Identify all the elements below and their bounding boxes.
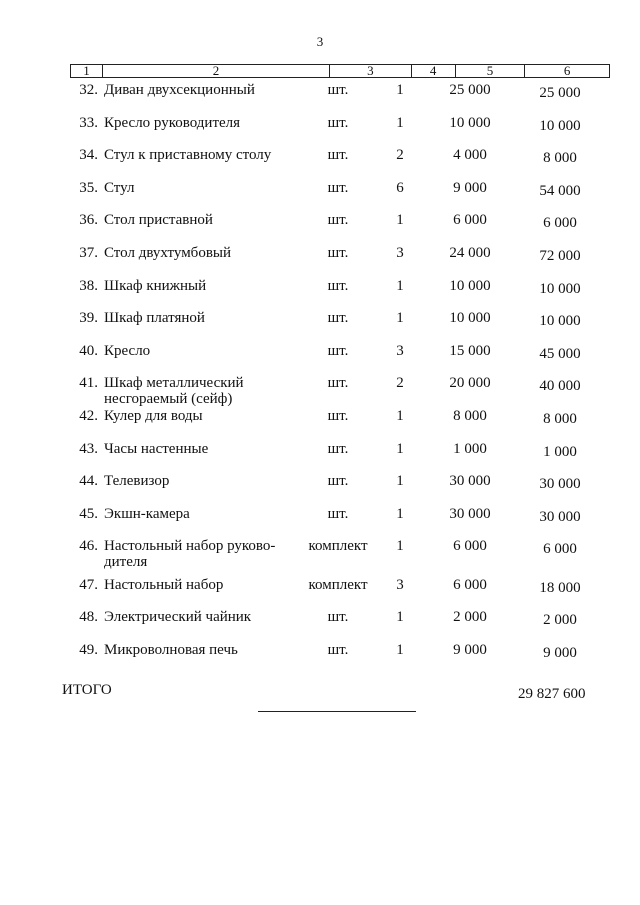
table-row [0, 241, 640, 274]
item-sum: 2 000 [543, 611, 577, 628]
item-unit: шт. [327, 342, 349, 359]
row-number: 42. [79, 407, 98, 424]
table-row [0, 208, 640, 241]
total-value: 29 827 600 [518, 686, 586, 702]
item-name: Стул [104, 179, 135, 196]
item-sum: 25 000 [539, 85, 581, 101]
row-number: 47. [79, 576, 98, 593]
item-name: Стол двухтумбовый [104, 244, 232, 261]
item-price: 9 000 [453, 641, 487, 658]
row-number: 45. [79, 505, 98, 522]
item-price: 6 000 [453, 538, 487, 555]
item-unit: шт. [327, 407, 349, 424]
item-sum: 30 000 [539, 508, 581, 525]
item-price: 6 000 [453, 576, 487, 593]
page-number: 3 [316, 34, 324, 49]
item-quantity: 1 [396, 82, 404, 98]
column-header-5: 5 [456, 65, 526, 77]
item-price: 30 000 [449, 505, 491, 522]
item-name: Экшн-камера [104, 505, 190, 522]
table-row [0, 111, 640, 144]
item-sum: 10 000 [539, 313, 581, 330]
item-quantity: 3 [396, 576, 404, 593]
item-price: 30 000 [449, 473, 491, 490]
item-name: Шкаф металлический несгораемый (сейф) [104, 375, 244, 408]
row-number: 44. [79, 473, 98, 490]
row-number: 35. [79, 179, 98, 196]
item-name: Настольный набор руково-дителя [104, 538, 276, 571]
item-unit: шт. [327, 179, 349, 196]
item-quantity: 1 [396, 212, 404, 229]
item-price: 9 000 [453, 179, 487, 196]
column-header-4: 4 [412, 65, 456, 77]
item-name: Микроволновая печь [104, 641, 238, 658]
row-number: 40. [79, 342, 98, 359]
table-row [0, 176, 640, 209]
item-price: 25 000 [449, 82, 491, 98]
row-number: 39. [79, 310, 98, 327]
item-unit: шт. [327, 505, 349, 522]
item-name: Часы настенные [104, 440, 209, 457]
item-name: Кресло руководителя [104, 114, 241, 131]
table-row [0, 502, 640, 535]
table-row [0, 404, 640, 437]
row-number: 36. [79, 212, 98, 229]
item-quantity: 1 [396, 608, 404, 625]
item-unit: шт. [327, 147, 349, 164]
table-row [0, 78, 640, 111]
item-sum: 8 000 [543, 150, 577, 167]
item-sum: 18 000 [539, 579, 581, 596]
item-price: 1 000 [453, 440, 487, 457]
item-unit: шт. [327, 277, 349, 294]
row-number: 32. [79, 82, 98, 98]
column-header-6: 6 [563, 63, 571, 78]
total-label: ИТОГО [62, 682, 112, 698]
item-name: Стул к приставному столу [104, 147, 272, 164]
row-number: 41. [79, 375, 98, 392]
item-price: 24 000 [449, 244, 491, 261]
row-number: 37. [79, 244, 98, 261]
item-unit: шт. [327, 375, 349, 392]
item-name: Электрический чайник [104, 608, 252, 625]
item-sum: 72 000 [539, 247, 581, 264]
column-header-1: 1 [71, 65, 103, 77]
item-sum: 1 000 [543, 443, 577, 460]
item-quantity: 1 [396, 114, 404, 131]
item-unit: шт. [327, 310, 349, 327]
item-unit: шт. [327, 608, 349, 625]
table-row [0, 143, 640, 176]
item-quantity: 1 [396, 505, 404, 522]
item-price: 15 000 [449, 342, 491, 359]
item-sum: 10 000 [539, 117, 581, 134]
row-number: 49. [79, 641, 98, 658]
item-name: Кресло [104, 342, 151, 359]
item-unit: шт. [327, 114, 349, 131]
item-quantity: 3 [396, 342, 404, 359]
item-price: 20 000 [449, 375, 491, 392]
item-name: Шкаф книжный [104, 277, 207, 294]
item-price: 4 000 [453, 147, 487, 164]
item-sum: 40 000 [539, 378, 581, 395]
item-unit: комплект [308, 538, 368, 555]
row-number: 34. [79, 147, 98, 164]
item-quantity: 3 [396, 244, 404, 261]
item-price: 10 000 [449, 277, 491, 294]
item-name: Диван двухсекционный [104, 82, 255, 98]
item-price: 10 000 [449, 310, 491, 327]
table-row [0, 274, 640, 307]
item-name: Настольный набор [104, 576, 224, 593]
item-unit: шт. [327, 212, 349, 229]
table-row [0, 605, 640, 638]
table-header-row [70, 64, 610, 78]
item-quantity: 1 [396, 310, 404, 327]
item-quantity: 1 [396, 407, 404, 424]
column-header-3: 3 [330, 65, 412, 77]
item-unit: шт. [327, 440, 349, 457]
item-sum: 6 000 [543, 215, 577, 232]
item-unit: шт. [327, 641, 349, 658]
table-row [0, 306, 640, 339]
item-name: Кулер для воды [104, 407, 203, 424]
table-row [0, 534, 640, 571]
item-quantity: 6 [396, 179, 404, 196]
table-row [0, 638, 640, 671]
table-row [0, 567, 640, 605]
item-quantity: 2 [396, 147, 404, 164]
table-row [0, 371, 640, 408]
item-unit: комплект [308, 576, 368, 593]
row-number: 33. [79, 114, 98, 131]
row-number: 48. [79, 608, 98, 625]
item-price: 2 000 [453, 608, 487, 625]
item-sum: 6 000 [543, 541, 577, 558]
row-number: 38. [79, 277, 98, 294]
item-price: 6 000 [453, 212, 487, 229]
item-name: Шкаф платяной [104, 310, 205, 327]
item-unit: шт. [327, 82, 349, 98]
item-quantity: 1 [396, 641, 404, 658]
table-body [0, 78, 640, 670]
table-row [0, 339, 640, 372]
item-quantity: 2 [396, 375, 404, 392]
item-sum: 8 000 [543, 410, 577, 427]
item-name: Стол приставной [104, 212, 213, 229]
item-quantity: 1 [396, 277, 404, 294]
column-header-2: 2 [103, 65, 330, 77]
row-number: 46. [79, 538, 98, 555]
item-sum: 10 000 [539, 280, 581, 297]
item-unit: шт. [327, 473, 349, 490]
item-sum: 45 000 [539, 345, 581, 362]
item-quantity: 1 [396, 538, 404, 555]
item-quantity: 1 [396, 473, 404, 490]
row-number: 43. [79, 440, 98, 457]
item-sum: 54 000 [539, 182, 581, 199]
item-name: Телевизор [104, 473, 170, 490]
item-sum: 9 000 [543, 644, 577, 661]
item-price: 10 000 [449, 114, 491, 131]
signature-line [258, 711, 416, 712]
item-price: 8 000 [453, 407, 487, 424]
item-sum: 30 000 [539, 476, 581, 493]
item-quantity: 1 [396, 440, 404, 457]
item-unit: шт. [327, 244, 349, 261]
table-row [0, 437, 640, 470]
table-row [0, 469, 640, 502]
